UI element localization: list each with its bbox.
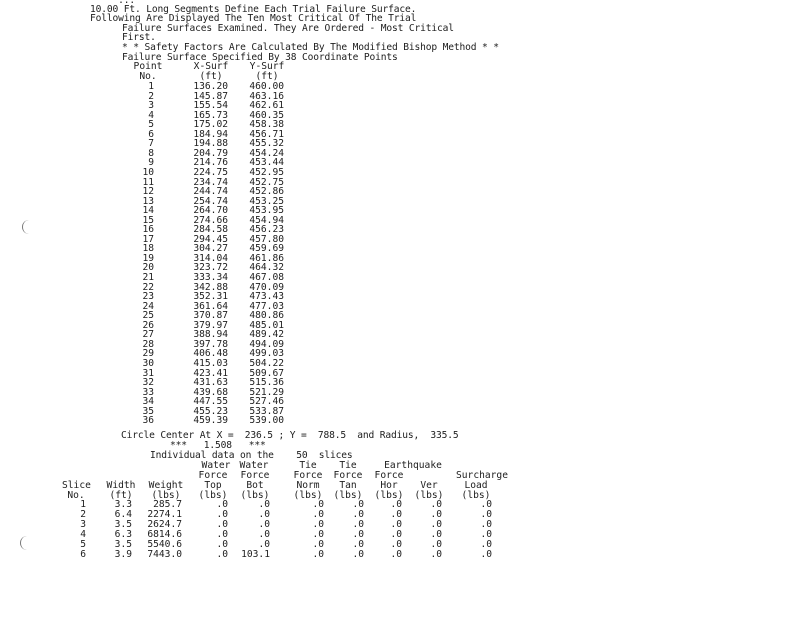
points-cell-x-surf: 314.04 <box>193 252 228 264</box>
slice-cell: .0 <box>480 539 492 550</box>
points-cell-point-no: 19 <box>142 252 154 264</box>
points-cell-point-no: 25 <box>142 310 154 322</box>
points-header-xunit: (ft) <box>199 71 223 82</box>
slice-cell: 5540.6 <box>147 539 182 550</box>
points-cell-x-surf: 284.58 <box>193 224 228 236</box>
slice-cell: 3.9 <box>114 549 132 560</box>
slice-cell: .0 <box>312 499 324 510</box>
slice-header-cell: (ft) <box>109 490 133 501</box>
slice-cell: 4 <box>80 529 86 540</box>
points-cell-y-surf: 509.67 <box>249 367 284 379</box>
points-cell-y-surf: 473.43 <box>249 291 284 303</box>
points-cell-point-no: 28 <box>142 338 154 350</box>
slice-cell: .0 <box>258 509 270 520</box>
slice-cell: .0 <box>312 539 324 550</box>
points-cell-y-surf: 477.03 <box>249 300 284 312</box>
points-cell-y-surf: 467.08 <box>249 272 284 283</box>
points-cell-y-surf: 539.00 <box>249 415 284 427</box>
points-cell-x-surf: 431.63 <box>193 377 228 389</box>
points-cell-y-surf: 461.86 <box>249 252 284 264</box>
points-cell-point-no: 36 <box>142 415 154 427</box>
slice-header-cell: Force <box>240 470 270 481</box>
points-cell-x-surf: 165.73 <box>193 109 228 121</box>
points-cell-point-no: 18 <box>142 243 154 255</box>
points-cell-y-surf: 527.46 <box>249 396 284 408</box>
points-cell-y-surf: 455.32 <box>249 138 284 150</box>
points-cell-point-no: 21 <box>142 272 154 283</box>
page-scan-mark <box>20 536 27 550</box>
slice-cell: .0 <box>216 509 228 520</box>
points-cell-point-no: 4 <box>148 109 154 121</box>
slice-cell: 103.1 <box>241 549 270 560</box>
slice-header-cell: Surcharge <box>456 470 508 481</box>
points-cell-point-no: 10 <box>142 166 154 178</box>
slice-header-cell: Norm <box>296 480 320 491</box>
slice-cell: 6.4 <box>114 509 132 520</box>
slice-header-cell: (lbs) <box>293 490 323 501</box>
slice-header-cell: Width <box>106 480 136 491</box>
slice-cell: .0 <box>390 519 402 530</box>
points-cell-x-surf: 406.48 <box>193 348 228 360</box>
points-cell-x-surf: 234.74 <box>193 176 228 188</box>
points-cell-x-surf: 145.87 <box>193 90 228 102</box>
slice-header-cell: (lbs) <box>333 490 363 501</box>
slice-cell: .0 <box>352 499 364 510</box>
slice-header-cell: Slice <box>62 480 91 491</box>
header-line-5: * * Safety Factors Are Calculated By The Modified Bishop Method * * <box>122 42 499 53</box>
header-line-1: 10.00 Ft. Long Segments Define Each Trial Failure Surface. <box>90 4 417 15</box>
points-cell-y-surf: 499.03 <box>249 348 284 360</box>
header-line-2: Following Are Displayed The Ten Most Critical Of The Trial <box>90 13 417 24</box>
points-cell-x-surf: 352.31 <box>193 291 228 303</box>
slice-header-cell: Load <box>464 480 488 491</box>
points-cell-point-no: 16 <box>142 224 154 236</box>
slice-cell: .0 <box>312 519 324 530</box>
points-header-yunit: (ft) <box>255 71 279 82</box>
slice-header-cell: Force <box>198 470 228 481</box>
slice-cell: 6 <box>80 549 86 560</box>
slice-cell: .0 <box>390 539 402 550</box>
points-cell-y-surf: 453.25 <box>249 195 284 207</box>
points-cell-x-surf: 447.55 <box>193 396 228 408</box>
slice-cell: .0 <box>258 539 270 550</box>
points-cell-point-no: 9 <box>148 157 154 169</box>
slice-header-cell: Force <box>333 470 363 481</box>
group-earthquake: Earthquake <box>384 460 442 471</box>
slice-header-cell: Ver <box>420 480 438 491</box>
slice-cell: .0 <box>352 529 364 540</box>
slice-cell: .0 <box>312 549 324 560</box>
points-cell-y-surf: 454.94 <box>249 214 284 226</box>
slice-data-title: Individual data on the 50 slices <box>150 450 353 461</box>
slice-header-cell: (lbs) <box>374 490 404 501</box>
slice-cell: .0 <box>258 519 270 530</box>
slice-cell: .0 <box>258 499 270 510</box>
slice-cell: .0 <box>216 499 228 510</box>
slice-cell: .0 <box>480 549 492 560</box>
points-cell-x-surf: 264.70 <box>193 205 228 217</box>
slice-cell: .0 <box>216 529 228 540</box>
points-cell-point-no: 24 <box>142 300 154 312</box>
points-cell-x-surf: 175.02 <box>193 119 228 131</box>
points-cell-point-no: 15 <box>142 214 154 226</box>
points-cell-y-surf: 460.00 <box>249 81 284 92</box>
points-cell-y-surf: 452.95 <box>249 166 284 178</box>
points-cell-point-no: 32 <box>142 377 154 389</box>
slice-cell: 7443.0 <box>147 549 182 560</box>
points-cell-y-surf: 504.22 <box>249 357 284 369</box>
points-cell-x-surf: 333.34 <box>193 272 228 283</box>
points-cell-y-surf: 459.69 <box>249 243 284 255</box>
points-cell-point-no: 13 <box>142 195 154 207</box>
points-cell-x-surf: 155.54 <box>193 100 228 112</box>
slice-cell: .0 <box>430 509 442 520</box>
points-cell-point-no: 35 <box>142 405 154 417</box>
slice-cell: .0 <box>390 509 402 520</box>
slice-header-cell: (lbs) <box>151 490 181 501</box>
header-line-4: First. <box>122 32 156 43</box>
points-cell-x-surf: 294.45 <box>193 233 228 245</box>
group-water-2: Water <box>239 460 269 471</box>
points-cell-point-no: 29 <box>142 348 154 360</box>
points-cell-y-surf: 453.95 <box>249 205 284 217</box>
points-cell-x-surf: 304.27 <box>193 243 228 255</box>
slice-cell: .0 <box>430 529 442 540</box>
points-cell-point-no: 20 <box>142 262 154 274</box>
points-header-no: No. <box>139 71 157 82</box>
points-cell-x-surf: 224.75 <box>193 166 228 178</box>
points-cell-y-surf: 452.86 <box>249 186 284 198</box>
points-cell-point-no: 12 <box>142 186 154 198</box>
points-cell-x-surf: 379.97 <box>193 319 228 331</box>
slice-header-cell: Tan <box>339 480 357 491</box>
slice-cell: 2274.1 <box>147 509 182 520</box>
slice-header-cell: (lbs) <box>414 490 444 501</box>
points-cell-y-surf: 515.36 <box>249 377 284 389</box>
points-cell-point-no: 22 <box>142 281 154 293</box>
points-cell-y-surf: 494.09 <box>249 338 284 350</box>
group-water-1: Water <box>201 460 231 471</box>
slice-header-cell: (lbs) <box>461 490 491 501</box>
points-cell-x-surf: 397.78 <box>193 338 228 350</box>
slice-cell: .0 <box>480 509 492 520</box>
slice-cell: 2624.7 <box>147 519 182 530</box>
slice-cell: 3.5 <box>114 519 132 530</box>
slice-header-cell: (lbs) <box>240 490 270 501</box>
points-cell-y-surf: 452.75 <box>249 176 284 188</box>
slice-cell: .0 <box>430 549 442 560</box>
points-cell-point-no: 8 <box>148 147 154 159</box>
slice-cell: .0 <box>430 499 442 510</box>
points-cell-x-surf: 214.76 <box>193 157 228 169</box>
points-cell-y-surf: 460.35 <box>249 109 284 121</box>
points-cell-point-no: 2 <box>148 90 154 102</box>
page-scan-mark <box>22 220 29 234</box>
points-cell-point-no: 14 <box>142 205 154 217</box>
points-cell-point-no: 26 <box>142 319 154 331</box>
points-cell-point-no: 33 <box>142 386 154 398</box>
slice-cell: 5 <box>80 539 86 550</box>
points-cell-y-surf: 480.86 <box>249 310 284 322</box>
points-cell-y-surf: 485.01 <box>249 319 284 331</box>
points-cell-x-surf: 388.94 <box>193 329 228 341</box>
points-cell-y-surf: 489.42 <box>249 329 284 341</box>
slice-cell: .0 <box>430 539 442 550</box>
points-cell-point-no: 6 <box>148 128 154 140</box>
points-cell-x-surf: 455.23 <box>193 405 228 417</box>
points-cell-point-no: 3 <box>148 100 154 112</box>
slice-cell: .0 <box>216 519 228 530</box>
slice-cell: .0 <box>312 509 324 520</box>
points-cell-y-surf: 470.09 <box>249 281 284 293</box>
points-cell-x-surf: 244.74 <box>193 186 228 198</box>
slice-cell: 1 <box>80 499 86 510</box>
points-cell-x-surf: 459.39 <box>193 415 228 427</box>
points-cell-x-surf: 415.03 <box>193 357 228 369</box>
slice-header-cell: (lbs) <box>198 490 228 501</box>
points-cell-x-surf: 194.88 <box>193 138 228 150</box>
slice-cell: .0 <box>216 549 228 560</box>
points-header-xsurf: X-Surf <box>193 61 229 72</box>
points-cell-y-surf: 463.16 <box>249 90 284 102</box>
points-cell-x-surf: 204.79 <box>193 147 228 159</box>
points-cell-y-surf: 453.44 <box>249 157 284 169</box>
points-cell-y-surf: 456.71 <box>249 128 284 140</box>
points-cell-point-no: 11 <box>142 176 154 188</box>
slice-header-cell: Force <box>293 470 323 481</box>
slice-header-cell: Top <box>204 480 222 491</box>
points-cell-x-surf: 361.64 <box>193 300 228 312</box>
points-cell-point-no: 23 <box>142 291 154 303</box>
points-cell-x-surf: 439.68 <box>193 386 228 398</box>
points-cell-y-surf: 462.61 <box>249 100 284 112</box>
points-header-point: Point <box>133 61 163 72</box>
points-cell-x-surf: 274.66 <box>193 214 228 226</box>
slice-header-cell: No. <box>67 490 85 501</box>
points-cell-x-surf: 342.88 <box>193 281 228 293</box>
slice-cell: 285.7 <box>153 499 182 510</box>
slice-cell: .0 <box>390 549 402 560</box>
slice-header-cell: Force <box>374 470 404 481</box>
points-cell-point-no: 30 <box>142 357 154 369</box>
slice-cell: 2 <box>80 509 86 520</box>
points-cell-point-no: 7 <box>148 138 154 150</box>
slice-cell: .0 <box>480 519 492 530</box>
slice-cell: .0 <box>352 519 364 530</box>
slice-cell: 3.5 <box>114 539 132 550</box>
points-cell-y-surf: 454.24 <box>249 147 284 159</box>
slice-cell: .0 <box>480 499 492 510</box>
slice-cell: .0 <box>390 529 402 540</box>
factor-of-safety-line: *** 1.508 *** <box>170 440 266 451</box>
slice-cell: .0 <box>430 519 442 530</box>
points-header-ysurf: Y-Surf <box>249 61 285 72</box>
points-cell-point-no: 1 <box>148 81 154 92</box>
points-cell-x-surf: 423.41 <box>193 367 228 379</box>
points-cell-y-surf: 457.80 <box>249 233 284 245</box>
slice-cell: 6814.6 <box>147 529 182 540</box>
points-cell-x-surf: 136.20 <box>193 81 228 92</box>
slice-cell: .0 <box>258 529 270 540</box>
group-tie-2: Tie <box>339 460 357 471</box>
points-cell-y-surf: 464.32 <box>249 262 284 274</box>
points-cell-x-surf: 323.72 <box>193 262 228 274</box>
slice-cell: 3 <box>80 519 86 530</box>
slice-cell: .0 <box>390 499 402 510</box>
header-line-6: Failure Surface Specified By 38 Coordinate Points <box>122 52 398 63</box>
circle-center-line: Circle Center At X = 236.5 ; Y = 788.5 and Radius, 335.5 <box>121 430 459 441</box>
points-cell-point-no: 5 <box>148 119 154 131</box>
points-cell-y-surf: 521.29 <box>249 386 284 398</box>
points-cell-point-no: 31 <box>142 367 154 379</box>
points-cell-x-surf: 254.74 <box>193 195 228 207</box>
header-line-top: ... <box>90 0 136 6</box>
points-cell-point-no: 17 <box>142 233 154 245</box>
points-cell-y-surf: 533.87 <box>249 405 284 417</box>
slice-cell: .0 <box>480 529 492 540</box>
slice-header-cell: Weight <box>148 480 184 491</box>
points-cell-y-surf: 458.38 <box>249 119 284 131</box>
header-line-3: Failure Surfaces Examined. They Are Ordered - Most Critical <box>122 23 454 34</box>
slice-cell: .0 <box>312 529 324 540</box>
slice-cell: .0 <box>216 539 228 550</box>
slice-cell: 3.3 <box>114 499 132 510</box>
slice-cell: .0 <box>352 539 364 550</box>
slice-header-cell: Bot <box>246 480 264 491</box>
points-cell-point-no: 34 <box>142 396 154 408</box>
slice-cell: 6.3 <box>114 529 132 540</box>
points-cell-y-surf: 456.23 <box>249 224 284 236</box>
slice-cell: .0 <box>352 549 364 560</box>
points-cell-x-surf: 184.94 <box>193 128 228 140</box>
slice-header-cell: Hor <box>380 480 398 491</box>
points-cell-point-no: 27 <box>142 329 154 341</box>
slice-cell: .0 <box>352 509 364 520</box>
points-cell-x-surf: 370.87 <box>193 310 228 322</box>
group-tie-1: Tie <box>299 460 317 471</box>
